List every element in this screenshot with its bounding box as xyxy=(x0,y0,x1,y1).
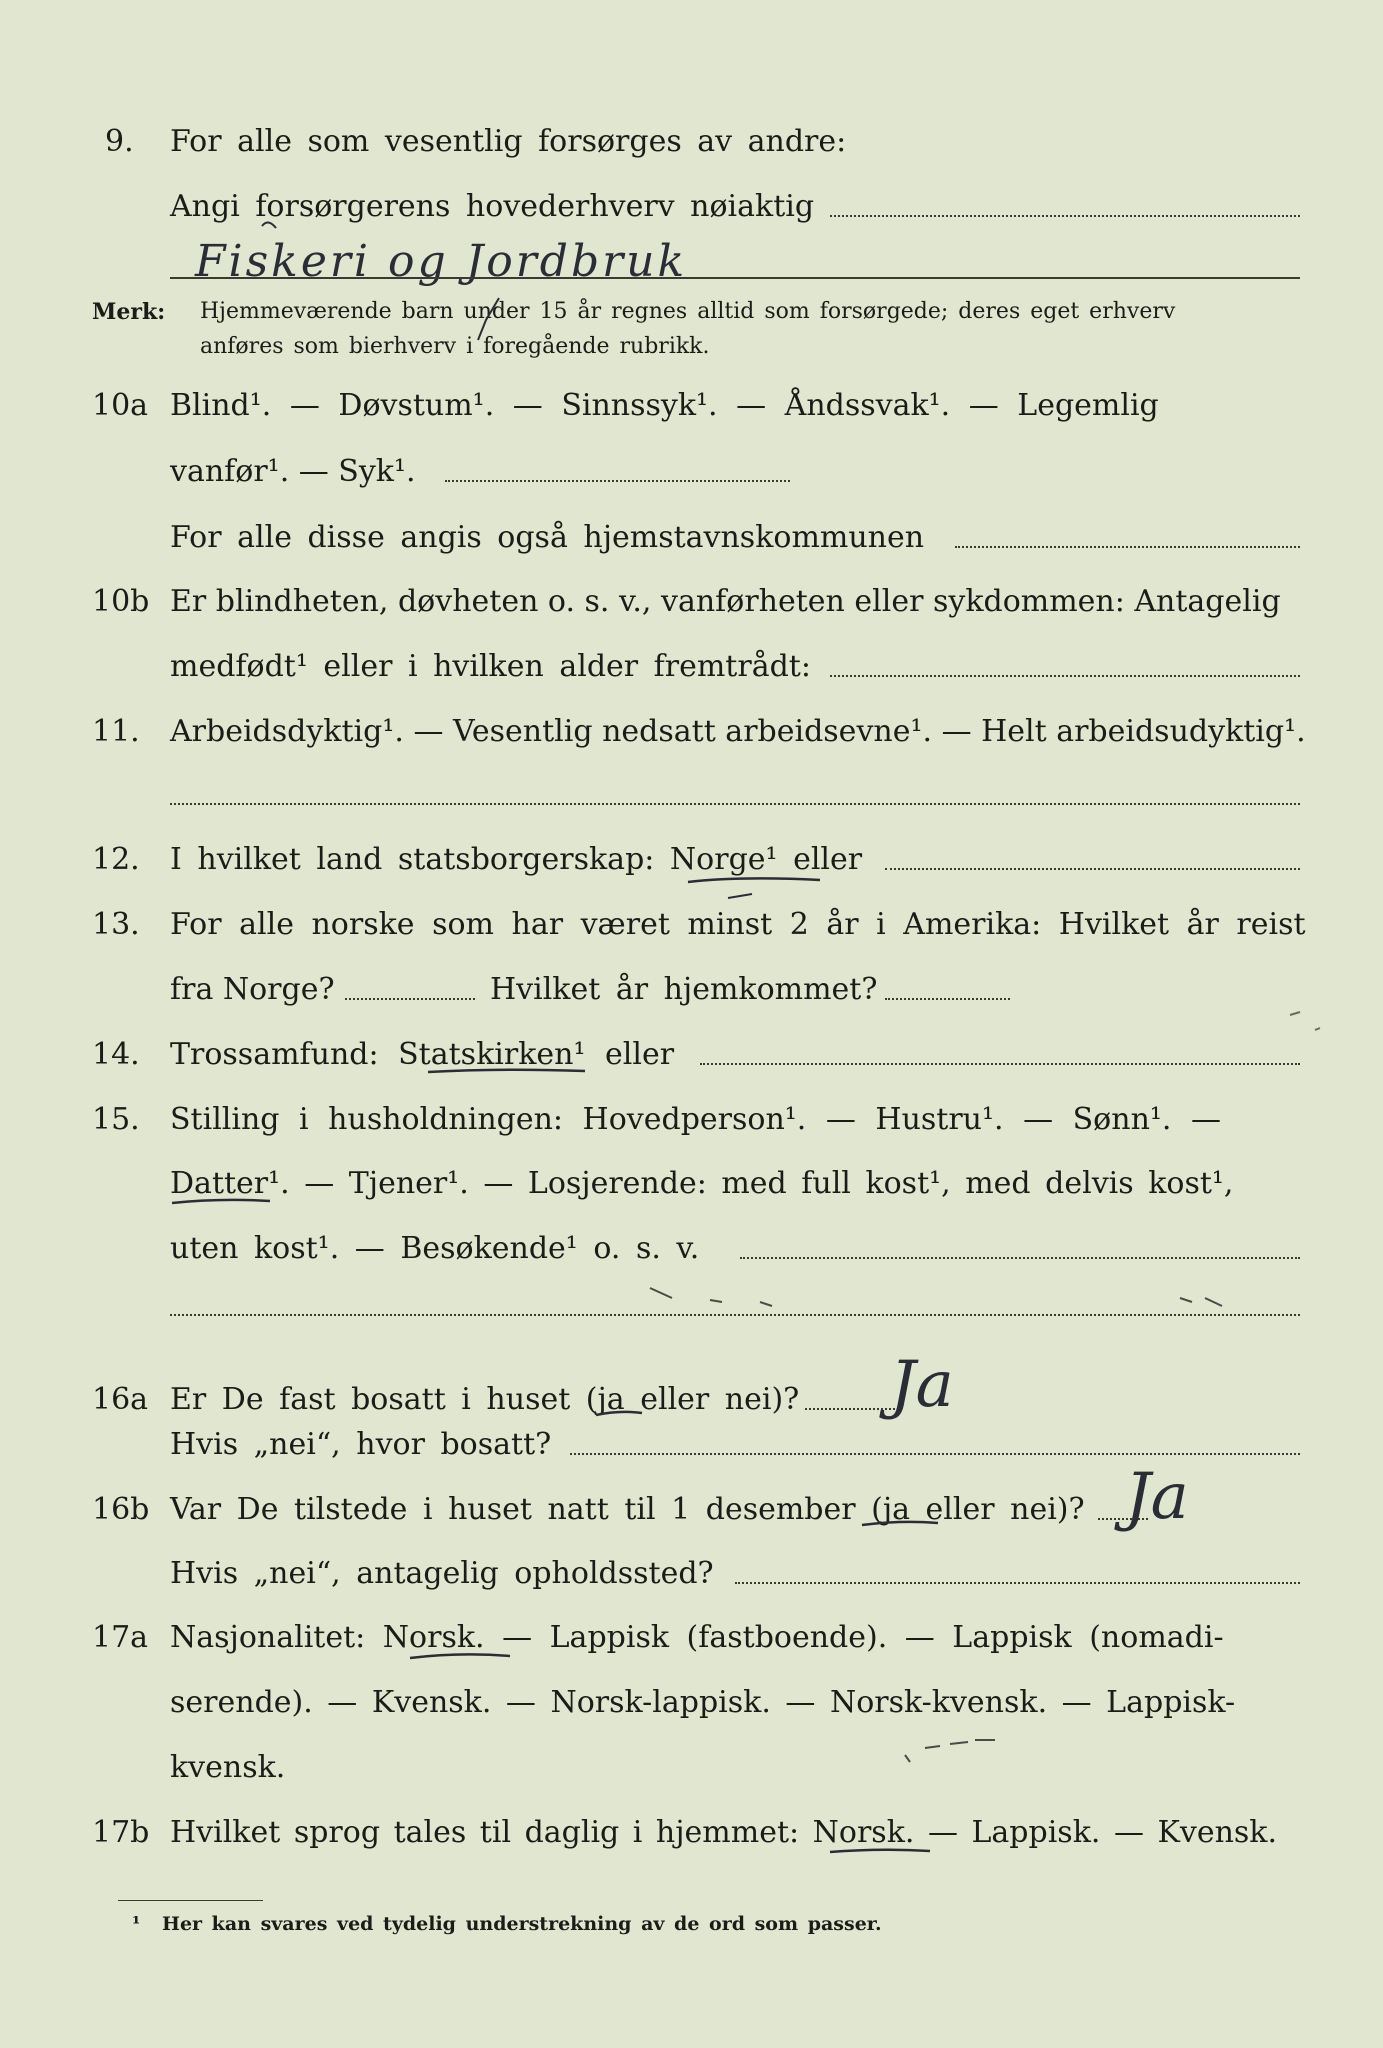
q14-number: 14. xyxy=(92,1037,140,1072)
q12-number: 12. xyxy=(92,842,140,877)
q10b-line-2: medfødt¹ eller i hvilken alder fremtrådt: xyxy=(170,649,811,684)
q16a-line-1: Er De fast bosatt i huset (ja eller nei)? xyxy=(170,1382,800,1417)
q10b-number: 10b xyxy=(92,584,150,619)
q15-line-1: Stilling i husholdningen: Hovedperson¹. — Hustru¹. — Sønn¹. — xyxy=(170,1102,1221,1137)
q16a-line-2: Hvis „nei“, hvor bosatt? xyxy=(170,1427,552,1462)
q16a-number: 16a xyxy=(92,1382,149,1417)
q11-number: 11. xyxy=(92,714,140,749)
q16b-number: 16b xyxy=(92,1492,150,1527)
q14-line-1: Trossamfund: Statskirken¹ eller xyxy=(170,1037,675,1072)
footnote-mark: ¹ xyxy=(132,1913,141,1935)
q10a-line-3: For alle disse angis også hjemstavnskommunen xyxy=(170,520,925,555)
q15-line-3: uten kost¹. — Besøkende¹ o. s. v. xyxy=(170,1231,700,1266)
q17a-number: 17a xyxy=(92,1620,149,1655)
q10a-line-2: vanfør¹. — Syk¹. xyxy=(170,454,416,489)
q17b-number: 17b xyxy=(92,1815,150,1850)
q15-line-2: Datter¹. — Tjener¹. — Losjerende: med full kost¹, med delvis kost¹, xyxy=(170,1166,1234,1201)
q9-handwritten-answer: Fiskeri og Jordbruk xyxy=(195,236,688,287)
q13-line-2a: fra Norge? xyxy=(170,972,335,1007)
q10b-line-1: Er blindheten, døvheten o. s. v., vanførheten eller sykdommen: Antagelig xyxy=(170,584,1281,619)
q16a-handwritten-answer: Ja xyxy=(890,1348,954,1422)
q12-line-1: I hvilket land statsborgerskap: Norge¹ eller xyxy=(170,842,863,877)
merk-label: Merk: xyxy=(92,299,166,325)
footnote-text: Her kan svares ved tydelig understrekning av de ord som passer. xyxy=(162,1913,882,1935)
q17b-line-1: Hvilket sprog tales til daglig i hjemmet: Norsk. — Lappisk. — Kvensk. xyxy=(170,1815,1278,1850)
q11-line-1: Arbeidsdyktig¹. — Vesentlig nedsatt arbeidsevne¹. — Helt arbeidsudyktig¹. xyxy=(170,714,1306,749)
q17a-line-3: kvensk. xyxy=(170,1750,286,1785)
q16b-line-2: Hvis „nei“, antagelig opholdssted? xyxy=(170,1556,714,1591)
q9-number: 9. xyxy=(105,124,134,159)
q10a-number: 10a xyxy=(92,388,149,423)
q17a-line-2: serende). — Kvensk. — Norsk-lappisk. — Norsk-kvensk. — Lappisk- xyxy=(170,1685,1236,1720)
q17a-line-1: Nasjonalitet: Norsk. — Lappisk (fastboende). — Lappisk (nomadi- xyxy=(170,1620,1224,1655)
q13-number: 13. xyxy=(92,907,140,942)
q10a-line-1: Blind¹. — Døvstum¹. — Sinnssyk¹. — Åndssvak¹. — Legemlig xyxy=(170,388,1159,423)
q16b-handwritten-answer: Ja xyxy=(1125,1460,1189,1534)
q16b-line-1: Var De tilstede i huset natt til 1 desember (ja eller nei)? xyxy=(170,1492,1085,1527)
merk-line-2: anføres som bierhverv i foregående rubrikk. xyxy=(200,334,710,359)
q9-question: For alle som vesentlig forsørges av andre: xyxy=(170,124,847,159)
q13-line-2b: Hvilket år hjemkommet? xyxy=(490,972,878,1007)
q9-instruction: Angi forsørgerens hovederhverv nøiaktig xyxy=(170,189,815,224)
merk-line-1: Hjemmeværende barn under 15 år regnes alltid som forsørgede; deres eget erhverv xyxy=(200,299,1176,324)
q13-line-1: For alle norske som har været minst 2 år i Amerika: Hvilket år reist xyxy=(170,907,1306,942)
q15-number: 15. xyxy=(92,1102,140,1137)
